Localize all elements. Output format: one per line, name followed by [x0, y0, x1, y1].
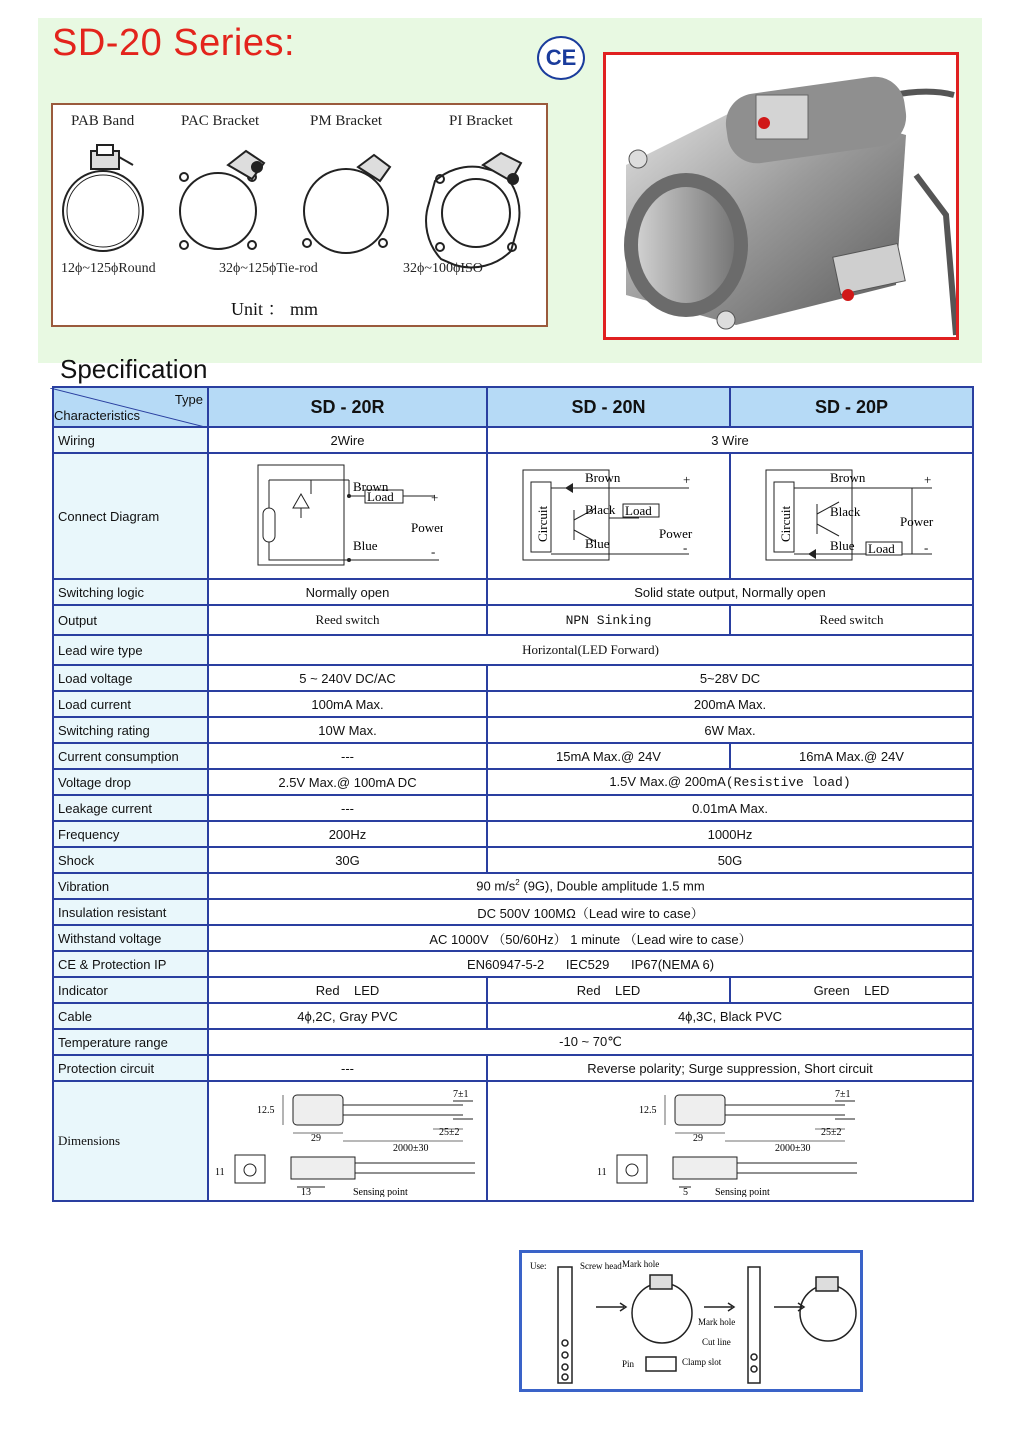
row-switching-logic [53, 579, 973, 605]
bracket-size-pab: 12ϕ~125ϕRound [61, 261, 156, 276]
row-shock [53, 847, 973, 873]
install-use: Use: [530, 1261, 547, 1271]
cell-all: -10 ~ 70℃ [208, 1029, 973, 1055]
cell-np: 200mA Max. [487, 691, 973, 717]
cell-np: Solid state output, Normally open [487, 579, 973, 605]
cell-all: DC 500V 100MΩ（Lead wire to case） [208, 899, 973, 925]
cell-all: EN60947-5-2 IEC529 IP67(NEMA 6) [208, 951, 973, 977]
product-photo [603, 52, 959, 340]
cell-np: Reverse polarity; Surge suppression, Short circuit [487, 1055, 973, 1081]
dim-r-2000: 2000±30 [393, 1142, 429, 1154]
row-label: Wiring [53, 427, 208, 453]
dim-r-125: 12.5 [257, 1104, 275, 1116]
cell-all [208, 873, 973, 899]
dim-r-25: 25±2 [439, 1126, 460, 1138]
row-vibration [53, 873, 973, 899]
row-temperature [53, 1029, 973, 1055]
diag-n-brown: Brown [584, 469, 620, 485]
row-output [53, 605, 973, 635]
bracket-drawings [53, 131, 546, 281]
cell-n: NPN Sinking [487, 605, 730, 635]
bracket-size-pac: 32ϕ~125ϕTie-rod [219, 261, 318, 276]
cell-n: 15mA Max.@ 24V [487, 743, 730, 769]
cell-r: 4ϕ,2C, Gray PVC [208, 1003, 487, 1029]
row-label: Switching logic [53, 579, 208, 605]
model-sd20n: SD - 20N [487, 387, 730, 427]
unit-label: Unit ： mm [231, 299, 319, 319]
row-withstand [53, 925, 973, 951]
cell-p: Reed switch [730, 605, 973, 635]
cell-r: 100mA Max. [208, 691, 487, 717]
row-label: CE & Protection IP [53, 951, 208, 977]
row-frequency [53, 821, 973, 847]
cell-all: AC 1000V （50/60Hz） 1 minute （Lead wire to case） [208, 925, 973, 951]
row-label: Dimensions [53, 1081, 208, 1201]
diag-p-circuit: Circuit [777, 505, 793, 542]
corner-cell [53, 387, 208, 427]
vibration-a: 90 m/s [476, 878, 516, 894]
diag-p-power: Power [899, 513, 933, 529]
diag-n-plus: + [682, 471, 690, 487]
dim-r-13: 13 [301, 1186, 311, 1197]
dimensions-np [487, 1081, 973, 1201]
row-current-consumption [53, 743, 973, 769]
diag-p-black: Black [829, 503, 860, 519]
diag-r-minus: - [430, 543, 435, 559]
cell-r: 10W Max. [208, 717, 487, 743]
pab-band-icon [63, 145, 143, 251]
row-label: Insulation resistant [53, 899, 208, 925]
row-label: Voltage drop [53, 769, 208, 795]
cell-r: --- [208, 743, 487, 769]
dim-r-29: 29 [311, 1132, 321, 1144]
dim-np-5: 5 [683, 1186, 688, 1197]
voltage-drop-note: (Resistive load) [725, 775, 851, 790]
row-label: Frequency [53, 821, 208, 847]
cell-np: 50G [487, 847, 973, 873]
installation-diagram [519, 1250, 863, 1392]
row-label: Connect Diagram [53, 453, 208, 579]
ce-mark-icon: CE [537, 36, 585, 80]
diag-p-plus: + [923, 471, 931, 487]
row-label: Output [53, 605, 208, 635]
row-label: Load voltage [53, 665, 208, 691]
dim-np-11: 11 [597, 1166, 607, 1178]
row-label: Withstand voltage [53, 925, 208, 951]
diag-n-minus: - [682, 539, 687, 555]
cell-r: 5 ~ 240V DC/AC [208, 665, 487, 691]
install-mark: Mark hole [622, 1259, 660, 1269]
diagram-p [730, 453, 973, 579]
diag-r-brown: Brown [352, 478, 388, 494]
install-clamp: Clamp slot [682, 1357, 722, 1367]
pm-bracket-icon [303, 155, 390, 253]
row-voltage-drop [53, 769, 973, 795]
dim-r-11: 11 [215, 1166, 225, 1178]
diagram-n [487, 453, 730, 579]
row-insulation [53, 899, 973, 925]
diag-n-power: Power [658, 525, 692, 541]
diagram-r [208, 453, 487, 579]
spec-table [52, 386, 974, 1202]
cell-r: 2Wire [208, 427, 487, 453]
row-lead-wire [53, 635, 973, 665]
cell-np [487, 769, 973, 795]
diag-n-load: Load [624, 502, 652, 518]
bracket-label-pi: PI Bracket [449, 113, 513, 129]
spec-header-row [53, 387, 973, 427]
row-label: Switching rating [53, 717, 208, 743]
spec-title: Specification [60, 354, 208, 384]
row-label: Current consumption [53, 743, 208, 769]
row-label: Leakage current [53, 795, 208, 821]
dimensions-r [208, 1081, 487, 1201]
dim-np-125: 12.5 [639, 1104, 657, 1116]
diag-r-blue: Blue [352, 537, 378, 553]
diag-p-load: Load [867, 540, 895, 556]
cell-r: Normally open [208, 579, 487, 605]
diag-n-circuit: Circuit [534, 505, 550, 542]
row-indicator [53, 977, 973, 1003]
voltage-drop-value: 1.5V Max.@ 200mA [609, 774, 726, 789]
model-sd20p: SD - 20P [730, 387, 973, 427]
page-title: SD-20 Series: [52, 22, 296, 64]
corner-type: Type [174, 392, 203, 407]
diag-n-blue: Blue [584, 535, 610, 551]
bracket-size-pi: 32ϕ~100ϕISO [403, 261, 483, 276]
diag-r-power: Power [410, 519, 443, 535]
cell-all: Horizontal(LED Forward) [208, 635, 973, 665]
row-load-voltage [53, 665, 973, 691]
row-switching-rating [53, 717, 973, 743]
row-cable [53, 1003, 973, 1029]
row-label: Cable [53, 1003, 208, 1029]
row-dimensions [53, 1081, 973, 1201]
row-leakage [53, 795, 973, 821]
dim-np-29: 29 [693, 1132, 703, 1144]
pac-bracket-icon [180, 151, 264, 249]
vibration-b: (9G), Double amplitude 1.5 mm [519, 878, 705, 894]
dim-np-7: 7±1 [835, 1088, 851, 1100]
row-label: Shock [53, 847, 208, 873]
install-mark2: Mark hole [698, 1317, 736, 1327]
row-label: Protection circuit [53, 1055, 208, 1081]
bracket-label-pac: PAC Bracket [181, 113, 260, 129]
install-cut: Cut line [702, 1337, 731, 1347]
pi-bracket-icon [426, 153, 521, 267]
corner-characteristics: Characteristics [54, 408, 140, 423]
dim-r-sensing: Sensing point [353, 1186, 408, 1197]
cell-r: --- [208, 1055, 487, 1081]
row-label: Lead wire type [53, 635, 208, 665]
cell-np: 3 Wire [487, 427, 973, 453]
cell-np: 1000Hz [487, 821, 973, 847]
install-screw: Screw head [580, 1261, 622, 1271]
row-connect-diagram [53, 453, 973, 579]
cell-n: Red LED [487, 977, 730, 1003]
diag-n-black: Black [584, 501, 615, 517]
diag-r-plus: + [430, 489, 438, 505]
row-protection [53, 1055, 973, 1081]
dim-np-sensing: Sensing point [715, 1186, 770, 1197]
cell-np: 4ϕ,3C, Black PVC [487, 1003, 973, 1029]
cell-np: 6W Max. [487, 717, 973, 743]
diag-r-load: Load [366, 488, 394, 504]
dim-np-25: 25±2 [821, 1126, 842, 1138]
cell-r: 2.5V Max.@ 100mA DC [208, 769, 487, 795]
cell-r: Red LED [208, 977, 487, 1003]
cell-r: --- [208, 795, 487, 821]
row-label: Indicator [53, 977, 208, 1003]
cell-np: 5~28V DC [487, 665, 973, 691]
bracket-label-pab: PAB Band [71, 113, 135, 129]
dim-np-2000: 2000±30 [775, 1142, 811, 1154]
install-pin: Pin [622, 1359, 635, 1369]
cell-p: Green LED [730, 977, 973, 1003]
row-label: Temperature range [53, 1029, 208, 1055]
row-load-current [53, 691, 973, 717]
model-sd20r: SD - 20R [208, 387, 487, 427]
bracket-types-panel [51, 103, 548, 327]
cell-p: 16mA Max.@ 24V [730, 743, 973, 769]
row-label: Vibration [53, 873, 208, 899]
diag-p-blue: Blue [829, 537, 855, 553]
row-label: Load current [53, 691, 208, 717]
cell-r: 200Hz [208, 821, 487, 847]
dim-r-7: 7±1 [453, 1088, 469, 1100]
diag-p-brown: Brown [829, 469, 865, 485]
vibration-sup: 2 [515, 878, 520, 888]
row-wiring [53, 427, 973, 453]
row-ce-ip [53, 951, 973, 977]
bracket-label-pm: PM Bracket [310, 113, 383, 129]
cell-np: 0.01mA Max. [487, 795, 973, 821]
diag-p-minus: - [923, 539, 928, 555]
cell-r: 30G [208, 847, 487, 873]
cell-r: Reed switch [208, 605, 487, 635]
